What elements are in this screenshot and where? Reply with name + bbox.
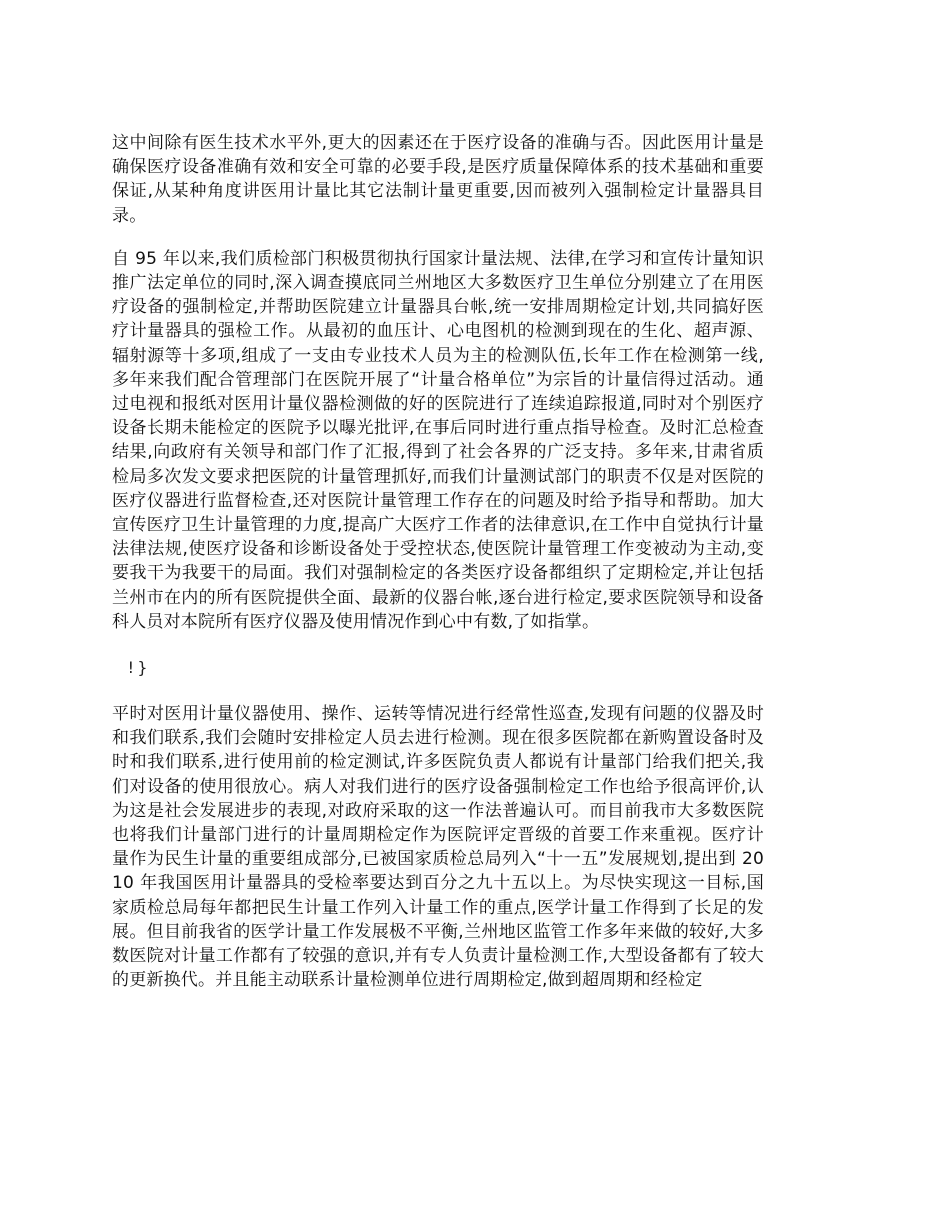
paragraph-routine-inspection: 平时对医用计量仪器使用、操作、运转等情况进行经常性巡查,发现有问题的仪器及时和我们联系,我们会随时安排检定人员去进行检测。现在很多医院都在新购置设备时及时和我们联系,进行使用前的检定测试,许多医院负责人都说有计量部门给我们把关,我们对设备的使用很放心。病人对我们进行的医疗设备强制检定工作也给予很高评价,认为这是社会发展进步的表现,对政府采取的这一作法普遍认可。而目前我市大多数医院也将我们计量部门进行的计量周期检定作为医院评定晋级的首要工作来重视。医疗计量作为民生计量的重要组成部分,已被国家质检总局列入“十一五”发展规划,提出到 2010 年我国医用计量器具的受检率要达到百分之九十五以上。为尽快实现这一目标,国家质检总局每年都把民生计量工作列入计量工作的重点,医学计量工作得到了长足的发展。但目前我省的医学计量工作发展极不平衡,兰州地区监管工作多年来做的较好,大多数医院对计量工作都有了较强的意识,并有专人负责计量检测工作,大型设备都有了较大的更新换代。并且能主动联系计量检测单位进行周期检定,做到超周期和经检定	[112, 704, 764, 991]
stray-marker-text: !}	[126, 658, 150, 678]
paragraph-quality-inspection-work: 自 95 年以来,我们质检部门积极贯彻执行国家计量法规、法律,在学习和宣传计量知识推广法定单位的同时,深入调查摸底同兰州地区大多数医疗卫生单位分别建立了在用医疗设备的强制检定,并帮助医院建立计量器具台帐,统一安排周期检定计划,共同搞好医疗计量器具的强检工作。从最初的血压计、心电图机的检测到现在的生化、超声源、辐射源等十多项,组成了一支由专业技术人员为主的检测队伍,长年工作在检测第一线,多年来我们配合管理部门在医院开展了“计量合格单位”为宗旨的计量信得过活动。通过电视和报纸对医用计量仪器检测做的好的医院进行了连续追踪报道,同时对个别医疗设备长期未能检定的医院予以曝光批评,在事后同时进行重点指导检查。及时汇总检查结果,向政府有关领导和部门作了汇报,得到了社会各界的广泛支持。多年来,甘肃省质检局多次发文要求把医院的计量管理抓好,而我们计量测试部门的职责不仅是对医院的医疗仪器进行监督检查,还对医院计量管理工作存在的问题及时给予指导和帮助。加大宣传医疗卫生计量管理的力度,提高广大医疗工作者的法律意识,在工作中自觉执行计量法律法规,使医疗设备和诊断设备处于受控状态,使医院计量管理工作变被动为主动,变要我干为我要干的局面。我们对强制检定的各类医疗设备都组织了定期检定,并让包括兰州市在内的所有医院提供全面、最新的仪器台帐,逐台进行检定,要求医院领导和设备科人员对本院所有医疗仪器及使用情况作到心中有数,了如指掌。	[112, 248, 764, 632]
document-page	[112, 131, 764, 993]
paragraph-medical-metrology-importance: 这中间除有医生技术水平外,更大的因素还在于医疗设备的准确与否。因此医用计量是确保医疗设备准确有效和安全可靠的必要手段,是医疗质量保障体系的技术基础和重要保证,从某种角度讲医用计量比其它法制计量更重要,因而被列入强制检定计量器具目录。	[112, 133, 764, 226]
